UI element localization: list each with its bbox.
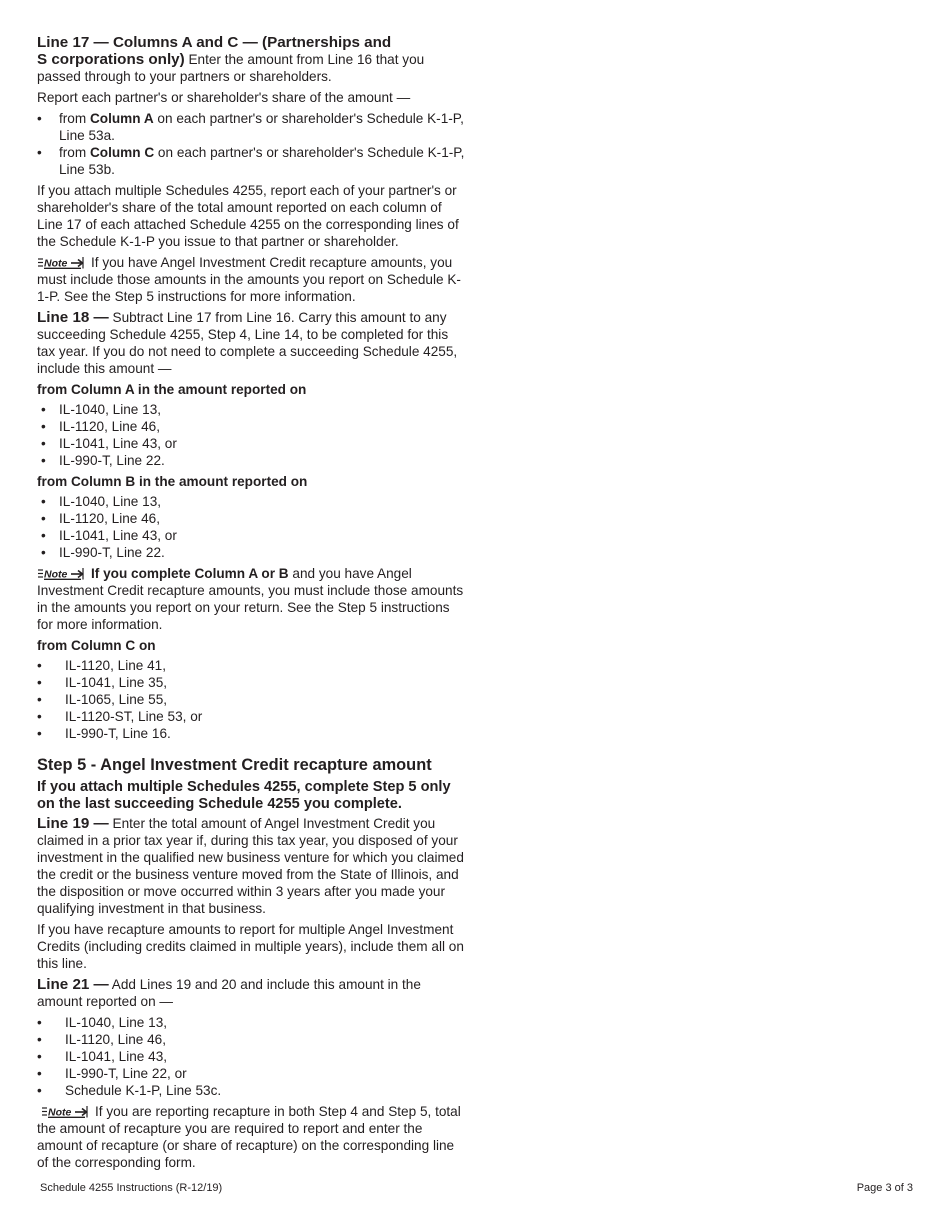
list-item: • IL-990-T, Line 22. [37, 452, 469, 469]
bullet-text: on each partner's or shareholder's Schedule K-1-P, Line 53b. [59, 145, 465, 177]
list-item: • IL-1041, Line 43, [37, 1048, 469, 1065]
line19-heading: Line 19 — [37, 815, 109, 832]
list-item: • IL-990-T, Line 22, or [37, 1065, 469, 1082]
list-item: • IL-1041, Line 35, [37, 674, 469, 691]
note-icon [37, 567, 85, 580]
line21-paragraph [37, 976, 469, 1010]
note-icon [41, 1105, 89, 1118]
list-item [37, 144, 469, 178]
line17-note [37, 254, 469, 305]
list-item: • IL-1120-ST, Line 53, or [37, 708, 469, 725]
list-item: • IL-1065, Line 55, [37, 691, 469, 708]
line18-note [37, 565, 469, 633]
column-b-list [37, 493, 469, 561]
line17-report: Report each partner's or shareholder's share of the amount — [37, 90, 411, 105]
column-a-list [37, 401, 469, 469]
column-b-heading: from Column B in the amount reported on [37, 474, 308, 489]
list-item: • IL-1120, Line 46, [37, 1031, 469, 1048]
line17-bullets [37, 110, 469, 178]
note-icon-label: Note [48, 1106, 72, 1118]
line17-intro [37, 51, 469, 85]
multi-recapture-paragraph: If you have recapture amounts to report for multiple Angel Investment Credits (including credits claimed in multiple years), include them all on this line. [37, 922, 464, 971]
column-c-heading: from Column C on [37, 638, 156, 653]
bullet-bold: Column C [89, 145, 155, 160]
list-item: • IL-1040, Line 13, [37, 1014, 469, 1031]
note-text: If you have Angel Investment Credit recapture amounts, you must include those amounts in the amounts you report on Schedule K-1-P. See the Step 5 instructions for more information. [37, 255, 461, 304]
list-item: • IL-1041, Line 43, or [37, 527, 469, 544]
list-item: • IL-1120, Line 46, [37, 418, 469, 435]
note-bold: If you complete Column A or B [91, 566, 289, 581]
line17-heading-cont: S corporations only) [37, 51, 185, 68]
note-icon-label: Note [44, 257, 68, 269]
list-item: • IL-1040, Line 13, [37, 401, 469, 418]
list-item: • IL-1040, Line 13, [37, 493, 469, 510]
line17-heading: Line 17 — Columns A and C — (Partnerships and [37, 34, 392, 51]
note-icon-label: Note [44, 568, 68, 580]
line21-heading: Line 21 — [37, 976, 109, 993]
list-item [37, 110, 469, 144]
note-text: If you are reporting recapture in both Step 4 and Step 5, total the amount of recapture you are required to report and enter the amount of recapture (or share of recapture) on the corresponding line of the corresponding form. [37, 1104, 461, 1170]
line17-multiple: If you attach multiple Schedules 4255, report each of your partner's or shareholder's share of the total amount reported on each column of Line 17 of each attached Schedule 4255 on the corresponding lines of the Schedule K-1-P you issue to that partner or shareholder. [37, 183, 459, 249]
bullet-text: from [59, 145, 90, 160]
step5-subheading: If you attach multiple Schedules 4255, complete Step 5 only on the last succeeding Schedule 4255 you complete. [37, 779, 451, 812]
line21-list [37, 1014, 469, 1099]
instruction-column [37, 34, 469, 1175]
footer-page-number: Page 3 of 3 [856, 1182, 913, 1194]
line18-heading: Line 18 — [37, 309, 109, 326]
column-a-heading: from Column A in the amount reported on [37, 382, 307, 397]
line21-text: Add Lines 19 and 20 and include this amount in the amount reported on — [37, 977, 421, 1009]
column-c-list [37, 657, 469, 742]
list-item: • IL-1120, Line 46, [37, 510, 469, 527]
step5-note [37, 1103, 469, 1171]
line18-text: Subtract Line 17 from Line 16. Carry this amount to any succeeding Schedule 4255, Step 4, Line 14, to be completed for this tax year. If you do not need to complete a succeeding Schedule 4255, include this amount — [37, 310, 458, 376]
bullet-text: on each partner's or shareholder's Schedule K-1-P, Line 53a. [59, 111, 464, 143]
list-item: • Schedule K-1-P, Line 53c. [37, 1082, 469, 1099]
bullet-bold: Column A [89, 111, 154, 126]
bullet-text: from [59, 111, 90, 126]
footer-form-id: Schedule 4255 Instructions (R-12/19) [40, 1182, 223, 1194]
line18-paragraph [37, 309, 469, 377]
step5-heading: Step 5 - Angel Investment Credit recapture amount [37, 756, 432, 774]
line19-paragraph [37, 815, 469, 917]
list-item: • IL-990-T, Line 16. [37, 725, 469, 742]
line19-text: Enter the total amount of Angel Investment Credit you claimed in a prior tax year if, during this tax year, you disposed of your investment in the qualified new business venture for which you claimed the credit or the business venture moved from the State of Illinois, and the disposition or move occurred within 3 years after you made your qualifying investment in that business. [37, 816, 464, 916]
line17-intro-text: Enter the amount from Line 16 that you passed through to your partners or shareholders. [37, 52, 425, 84]
list-item: • IL-990-T, Line 22. [37, 544, 469, 561]
note-icon [37, 256, 85, 269]
list-item: • IL-1120, Line 41, [37, 657, 469, 674]
note-text: and you have Angel Investment Credit recapture amounts, you must include those amounts in the amounts you report on your return. See the Step 5 instructions for more information. [37, 566, 464, 632]
list-item: • IL-1041, Line 43, or [37, 435, 469, 452]
